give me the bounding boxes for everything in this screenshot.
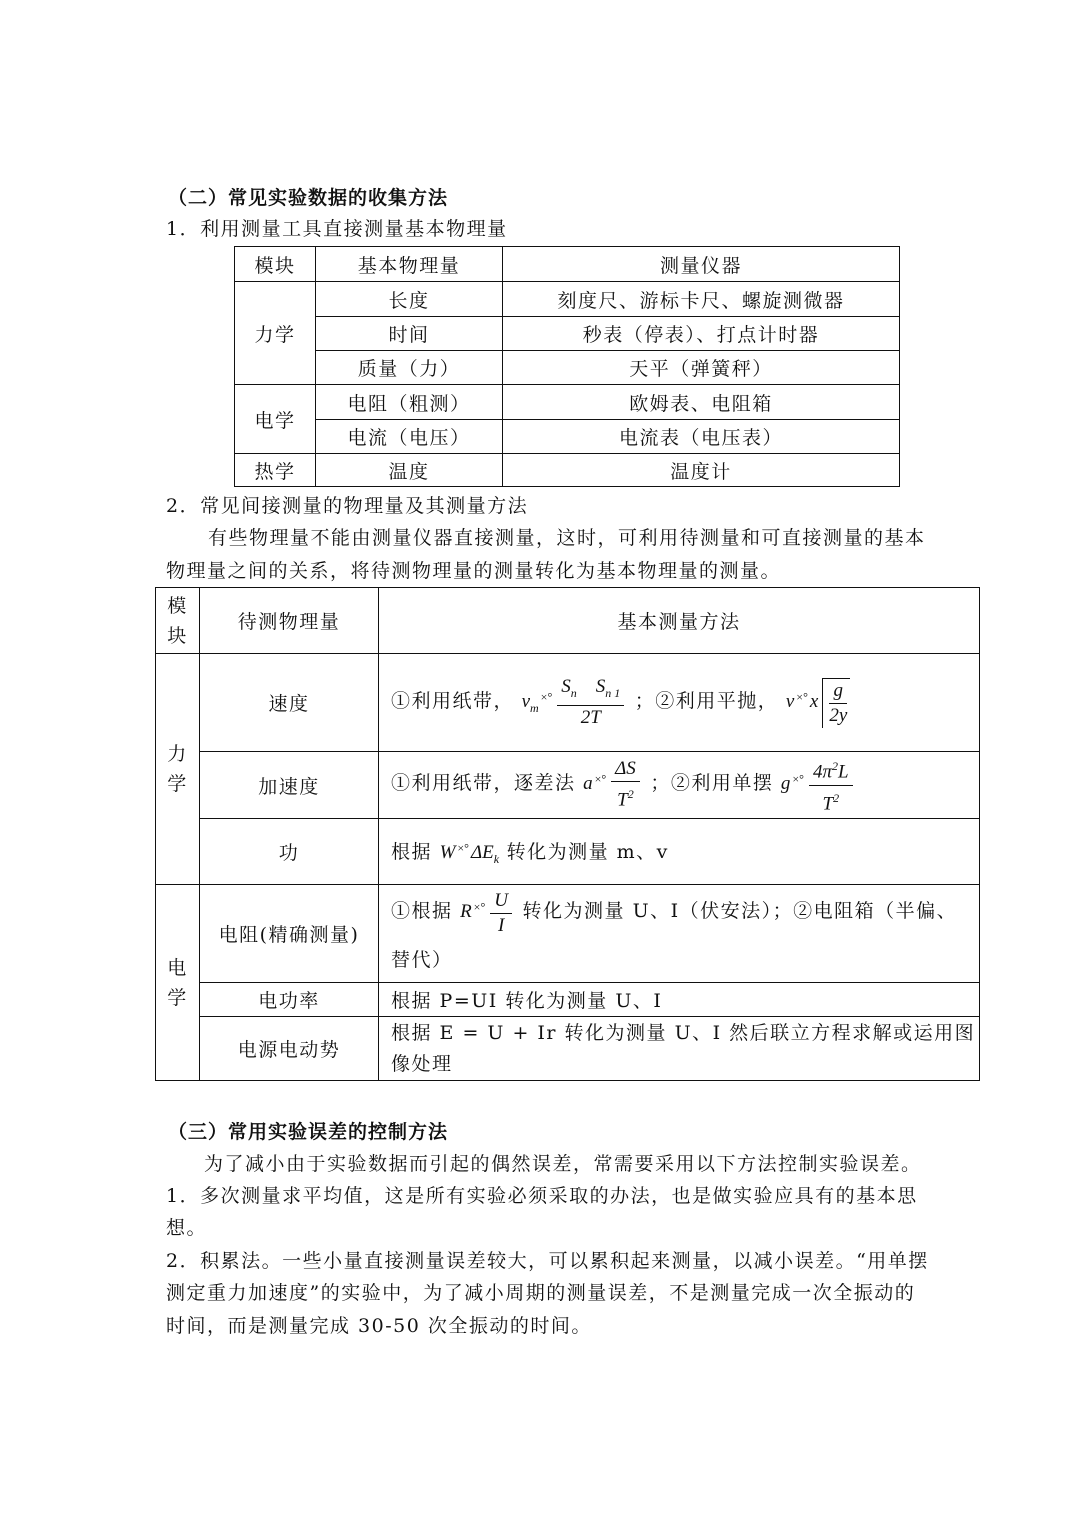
instrument-cell: 秒表（停表）、打点计时器 — [503, 317, 900, 351]
quantity-cell: 加速度 — [200, 752, 379, 819]
quantity-cell: 时间 — [316, 317, 503, 351]
table-row — [235, 385, 900, 420]
projectile-formula: v ×° x $\frac{g}{2y}$ — [786, 691, 850, 712]
method-text: 转化为测量 m、v — [506, 840, 669, 863]
method-cell: 根据 P=UI 转化为测量 U、I — [379, 983, 980, 1017]
quantity-cell: 电阻（粗测） — [316, 385, 503, 420]
method-text: ；②利用平抛， — [634, 689, 779, 712]
module-char: 力 — [167, 743, 188, 765]
quantity-cell: 功 — [200, 819, 379, 885]
section2-heading: （二）常见实验数据的收集方法 — [168, 187, 449, 209]
header-module-char: 模 — [167, 594, 188, 617]
section3-item1-line: 想。 — [166, 1217, 208, 1239]
speed-formula: $v_m^{\times^\circ}$ $\frac{S_n S_{n 1}}{2T}$ — [522, 691, 628, 712]
work-formula: W ×° $\Delta E_k$ — [439, 840, 500, 866]
table-row — [156, 654, 980, 752]
quantity-cell: 温度 — [316, 454, 503, 487]
item2-paragraph-line: 物理量之间的关系，将待测物理量的测量转化为基本物理量的测量。 — [166, 560, 782, 582]
module-cell: 热学 — [235, 454, 316, 487]
quantity-cell: 质量（力） — [316, 351, 503, 385]
method-text: 像处理 — [391, 1052, 453, 1075]
table-header-row — [156, 588, 980, 654]
table-row — [156, 885, 980, 983]
header-instrument: 测量仪器 — [503, 247, 900, 282]
section3-intro: 为了减小由于实验数据而引起的偶然误差，常需要采用以下方法控制实验误差。 — [204, 1153, 922, 1175]
quantity-cell: 电阻(精确测量) — [200, 885, 379, 983]
method-text: ①根据 — [391, 900, 453, 923]
quantity-cell: 速度 — [200, 654, 379, 752]
module-cell-mechanics — [156, 654, 200, 885]
section3-item1-line: 1．多次测量求平均值，这是所有实验必须采取的办法，也是做实验应具有的基本思 — [166, 1185, 918, 1207]
method-text: 根据 E = U + Ir 转化为测量 U、I 然后联立方程求解或运用图 — [391, 1021, 976, 1044]
header-module: 模块 — [235, 247, 316, 282]
table-row — [156, 1017, 980, 1081]
header-quantity: 基本物理量 — [316, 247, 503, 282]
table-row — [235, 454, 900, 487]
table-row — [156, 752, 980, 819]
section3-item2-line: 测定重力加速度”的实验中，为了减小周期的测量误差，不是测量完成一次全振动的 — [166, 1282, 916, 1304]
pendulum-formula: g ×° $\frac{4\pi^2L}{T^2}$ — [781, 773, 856, 794]
instrument-cell: 欧姆表、电阻箱 — [503, 385, 900, 420]
instrument-cell: 刻度尺、游标卡尺、螺旋测微器 — [503, 282, 900, 317]
module-cell: 力学 — [235, 282, 316, 385]
table-row — [235, 351, 900, 385]
method-cell — [379, 654, 980, 752]
table-row — [156, 983, 980, 1017]
method-cell — [379, 752, 980, 819]
instrument-cell: 天平（弹簧秤） — [503, 351, 900, 385]
quantity-cell: 电源电动势 — [200, 1017, 379, 1081]
table-row — [156, 819, 980, 885]
section3-item2-line: 时间，而是测量完成 30-50 次全振动的时间。 — [166, 1315, 592, 1337]
header-module — [156, 588, 200, 654]
method-text: ①利用纸带，逐差法 — [391, 772, 576, 795]
method-text: ①利用纸带， — [391, 689, 515, 712]
method-text: 转化为测量 U、I（伏安法）；②电阻箱（半偏、 — [522, 900, 958, 923]
module-char: 电 — [167, 956, 188, 979]
instrument-cell: 温度计 — [503, 454, 900, 487]
item1-title: 1．利用测量工具直接测量基本物理量 — [166, 218, 508, 240]
header-quantity: 待测物理量 — [200, 588, 379, 654]
header-module-char: 块 — [167, 624, 188, 647]
method-text: 根据 — [391, 840, 433, 863]
item2-title: 2．常见间接测量的物理量及其测量方法 — [166, 495, 529, 517]
module-char: 学 — [167, 773, 188, 795]
indirect-measurement-table — [155, 587, 980, 1081]
module-char: 学 — [167, 986, 188, 1009]
method-cell — [379, 885, 980, 983]
direct-measurement-table — [234, 246, 900, 487]
quantity-cell: 长度 — [316, 282, 503, 317]
table-row — [235, 317, 900, 351]
table-row — [235, 282, 900, 317]
table-header-row — [235, 247, 900, 282]
method-text: 替代） — [391, 948, 453, 971]
module-cell: 电学 — [235, 385, 316, 454]
module-cell-electricity — [156, 885, 200, 1081]
item2-paragraph-line: 有些物理量不能由测量仪器直接测量，这时，可利用待测量和可直接测量的基本 — [208, 527, 926, 549]
ohm-formula: R ×° $\frac{U}{I}$ — [460, 901, 515, 922]
header-method: 基本测量方法 — [379, 588, 980, 654]
method-cell — [379, 1017, 980, 1081]
successive-difference-formula: a ×° $\frac{\Delta S}{T^2}$ — [583, 773, 643, 794]
quantity-cell: 电功率 — [200, 983, 379, 1017]
section3-heading: （三）常用实验误差的控制方法 — [168, 1121, 449, 1143]
quantity-cell: 电流（电压） — [316, 420, 503, 454]
section3-item2-line: 2．积累法。一些小量直接测量误差较大，可以累积起来测量，以减小误差。“用单摆 — [166, 1250, 929, 1272]
instrument-cell: 电流表（电压表） — [503, 420, 900, 454]
method-cell — [379, 819, 980, 885]
method-text: ；②利用单摆 — [650, 772, 774, 795]
table-row — [235, 420, 900, 454]
